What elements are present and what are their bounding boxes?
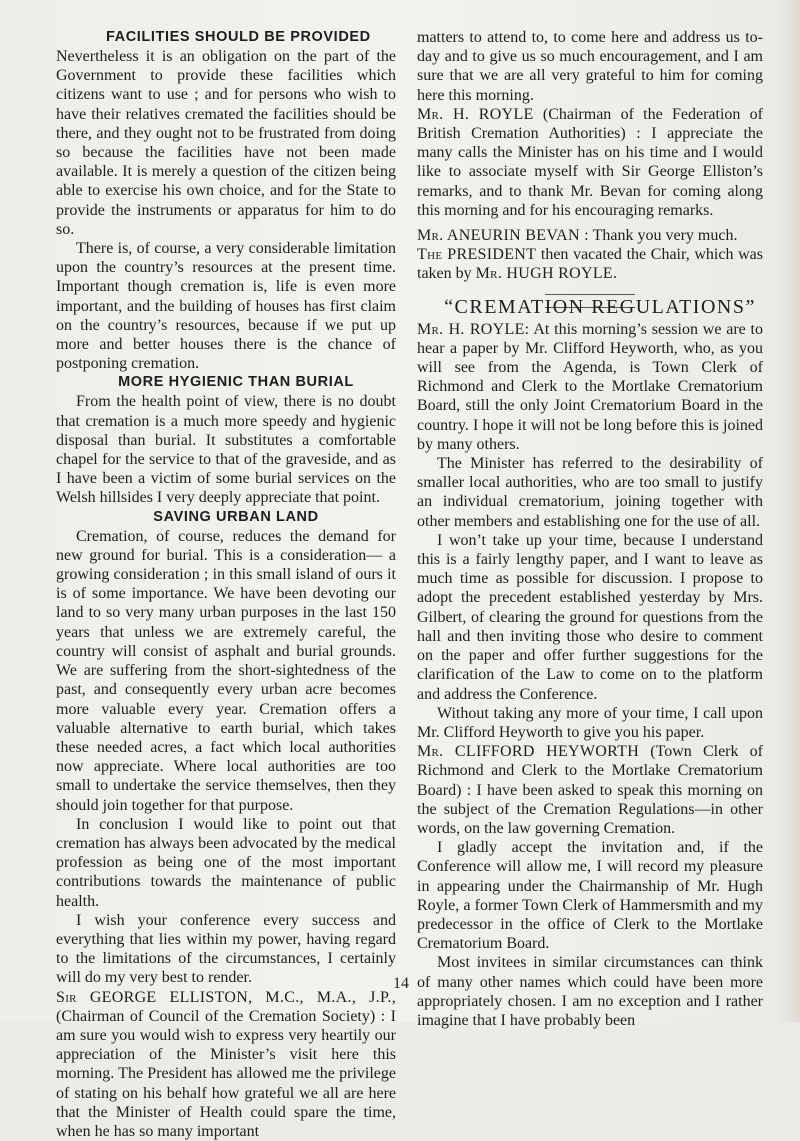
speech-heyworth xyxy=(417,742,763,838)
speaker-name: Mr. HUGH ROYLE. xyxy=(475,265,618,283)
heading-saving-urban-land: SAVING URBAN LAND xyxy=(153,508,319,525)
speaker-name: Mr. H. ROYLE xyxy=(417,105,534,123)
paragraph: From the health point of view, there is no doubt that cremation is a much more speedy and hygienic disposal than burial. It substitutes a comfortable chapel for the service to that of the graveside, and as I have been a victim of some burial services on the Welsh hillsides I very deeply appreciate that point. xyxy=(56,393,396,507)
speech-text: (Chairman of the Federation of British Cremation Authorities) : I appreciate the many calls the Minister has on his time and I would like to associate myself with Sir George Elliston’s remarks, and to thank Mr. Bevan for coming along this morning and for his encouraging remarks. xyxy=(417,105,764,219)
speech-bevan xyxy=(417,226,763,245)
paragraph: The Minister has referred to the desirability of smaller local authorities, who are too small to justify an individual crematorium, joining together with other members and establishing one for the use of all. xyxy=(417,455,763,530)
speech-text: (Chairman of Council of the Cremation Society) : I am sure you would wish to express very heartily our appreciation of the Minister’s visit here this morning. The President has allowed me the privilege of stating on his behalf how grateful we all are here that the Minister of Health could spare the time, when he has so many important xyxy=(56,1007,396,1140)
paragraph: There is, of course, a very considerable limitation upon the country’s resources at the present time. Important though cremation is, life is even more important, and the building of houses has first claim on the country’s resources, because if we put up more and better houses there is the chance of postponing cremation. xyxy=(56,240,396,373)
section-title: “CREMATION REGULATIONS” xyxy=(444,295,756,318)
heading-more-hygienic-than-burial: MORE HYGIENIC THAN BURIAL xyxy=(118,374,354,391)
paragraph: Nevertheless it is an obligation on the part of the Government to provide these facilities which citizens want to use ; and for persons who wish to have their relatives cremated the facilities should be there, and they ought not to be frustrated from doing so because the facilities have not been made available. It is merely a question of the citizen being able to exercise his own choice, and for the State to provide the instruments or apparatus for him to do so. xyxy=(56,48,396,238)
speech-text: (Town Clerk of Richmond and Clerk to the Mortlake Crematorium Board) : I have been asked to speak this morning on the subject of the Cremation Regulations—in other words, on the law governing Cremation. xyxy=(417,743,763,837)
speech-text: Thank you very much. xyxy=(592,227,738,245)
paragraph: Cremation, of course, reduces the demand for new ground for burial. This is a consideration— a growing consideration ; in this small island of ours it is of some importance. We have been devoting our land to so very many urban purposes in the last 150 years that unless we are extremely careful, the country will consist of asphalt and burial grounds. We are suffering from the short-sightedness of the past, and consequently every urban acre becomes more valuable every year. Cremation offers a valuable alternative to earth burial, which takes these needed acres, a fact which local authorities now appreciate. Where local authorities are too small to undertake the service themselves, then they should join together for that purpose. xyxy=(56,527,396,814)
paragraph: I gladly accept the invitation and, if the Conference will allow me, I will record my pleasure in appearing under the Chairmanship of Mr. Hugh Royle, a former Town Clerk of Hammersmith and my predecessor in the office of Clerk to the Mortlake Crematorium Board. xyxy=(417,839,763,953)
note-text: then vacated the Chair, which was taken by xyxy=(417,246,763,283)
speaker-name: Mr. H. ROYLE: xyxy=(417,320,530,338)
paragraph: I wish your conference every success and everything that lies within my power, having regard to the limitations of the circumstances, I certainly will do my very best to render. xyxy=(56,911,396,987)
page-number: 14 xyxy=(393,975,409,992)
right-column xyxy=(417,28,763,1030)
speech-royle-intro xyxy=(417,320,763,454)
speaker-name: Mr. CLIFFORD HEYWORTH xyxy=(417,743,640,761)
paragraph: I won’t take up your time, because I understand this is a fairly lengthy paper, and I want to leave as much time as possible for discussion. I propose to adopt the precedent established yesterday by Mrs. Gilbert, of clearing the ground for questions from the hall and then inviting those who desire to comment on the paper and offer further suggestions for the clarification of the Law to come on to the platform and address the Conference. xyxy=(417,531,763,703)
speaker-name: Mr. ANEURIN BEVAN : xyxy=(417,227,589,245)
paragraph: Most invitees in similar circumstances can think of many other names which could have been more appropriately chosen. I am no exception and I rather imagine that I have probably been xyxy=(417,954,763,1029)
heading-facilities-should-be-provided: FACILITIES SHOULD BE PROVIDED xyxy=(106,29,371,45)
chair-note xyxy=(417,245,763,283)
speech-elliston xyxy=(56,988,396,1141)
left-column xyxy=(56,28,396,1141)
speech-royle xyxy=(417,105,763,220)
page-edge-shadow xyxy=(778,0,800,1022)
speech-text: At this morning’s session we are to hear a paper by Mr. Clifford Heyworth, who, as you will see from the Agenda, is Town Clerk of Richmond and Clerk to the Mortlake Crematorium Board, still the only Joint Crematorium Board in the country. I hope it will not be long before this is joined by many others. xyxy=(417,320,763,453)
paragraph: Without taking any more of your time, I call upon Mr. Clifford Heyworth to give you his paper. xyxy=(417,704,763,741)
speaker-name: Sir GEORGE ELLISTON, M.C., M.A., J.P., xyxy=(56,988,396,1006)
paragraph: matters to attend to, to come here and address us to-day and to give us so much encouragement, and I am sure that we are all very grateful to him for coming here this morning. xyxy=(417,29,763,104)
paragraph: In conclusion I would like to point out that cremation has always been advocated by the medical profession as being one of the most important contributions towards the maintenance of public health. xyxy=(56,815,396,910)
speaker-name: The PRESIDENT xyxy=(417,246,537,264)
